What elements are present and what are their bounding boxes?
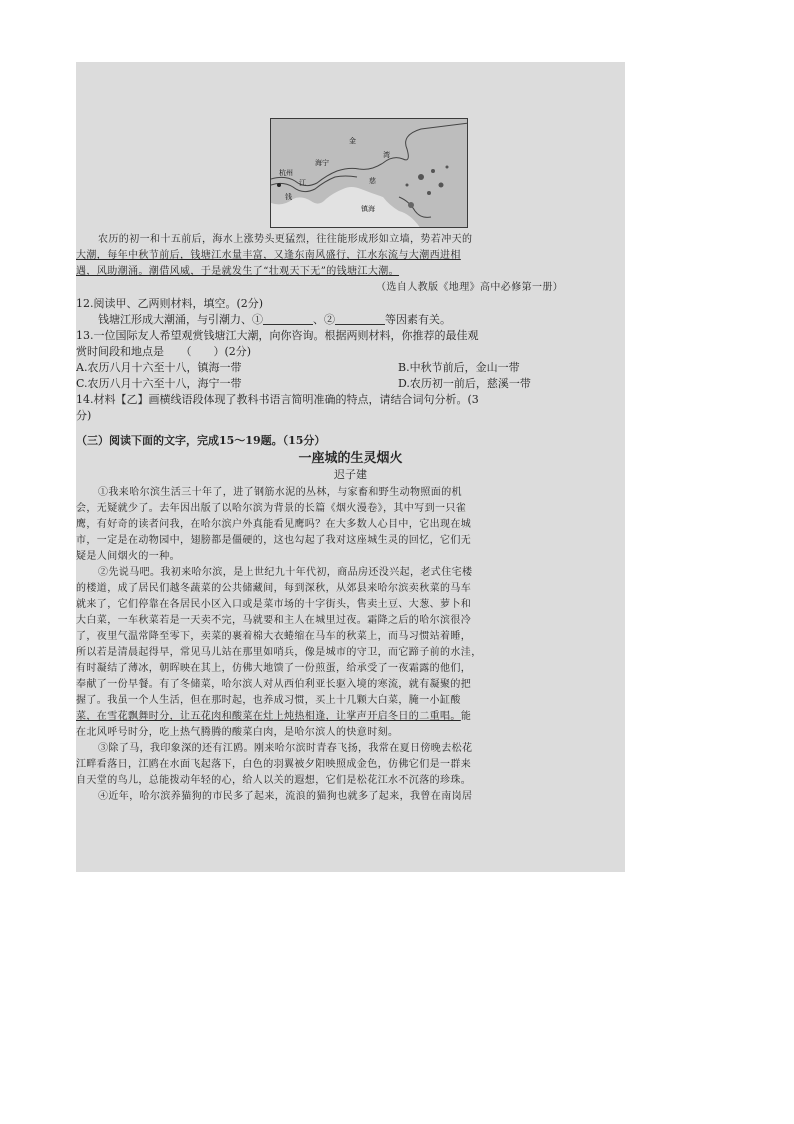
essay-line: 所以若是清晨起得早，常见马儿站在那里如哨兵，像是城市的守卫，而它蹄子前的水洼， — [76, 647, 482, 658]
essay-line-tail: 能 — [460, 711, 472, 722]
essay-line: 握了。我虽一个人生活，但在那时起，也养成习惯，买上十几颗大白菜，腌一小缸酸 — [76, 695, 461, 706]
material-b-underlined: 大潮，每年中秋节前后，钱塘江水量丰富，又逢东南风盛行，江水东流与大潮西进相 — [76, 250, 461, 261]
essay-line: 江畔看落日，江鸥在水面飞起落下，白色的羽翼被夕阳映照成金色，仿佛它们是一群来 — [76, 759, 472, 770]
option-c: C.农历八月十六至十八，海宁一带 — [76, 377, 242, 390]
q12-text-c: 等因素有关。 — [385, 313, 451, 326]
qiantang-river-map — [270, 118, 468, 228]
q12-blank-2[interactable] — [335, 314, 385, 325]
material-b-line — [76, 265, 399, 279]
question-12-fill — [76, 313, 451, 327]
essay-line: 大白菜，一车秋菜若是一天卖不完，马就要和主人在城里过夜。霜降之后的哈尔滨很冷 — [76, 615, 472, 626]
map-label-zhenhai: 镇海 — [361, 205, 375, 213]
essay-line: 市，一定是在动物园中，翅膀都是僵硬的，这也勾起了我对这座城生灵的回忆，它们无 — [76, 535, 472, 546]
essay-line: ①我来哈尔滨生活三十年了，进了钢筋水泥的丛林，与家畜和野生动物照面的机 — [98, 487, 462, 498]
question-14: 14.材料【乙】画横线语段体现了教科书语言简明准确的特点，请结合词句分析。(3 — [76, 393, 479, 406]
essay-line: 疑是人间烟火的一种。 — [76, 551, 180, 562]
option-d: D.农历初一前后，慈溪一带 — [398, 377, 531, 390]
material-b-line: 农历的初一和十五前后，海水上涨势头更猛烈，往往能形成形如立墙，势若冲天的 — [98, 234, 473, 245]
map-label-river-1: 江 — [299, 179, 306, 187]
question-13-cont: 赏时间段和地点是 （ ）(2分) — [76, 345, 252, 358]
essay-author: 迟子建 — [334, 468, 367, 481]
q12-text-b: 、② — [313, 313, 335, 326]
q12-text-a: 钱塘江形成大潮涌，与引潮力、① — [98, 313, 263, 326]
essay-line: 的楼道，成了居民们越冬蔬菜的公共储藏间，每到深秋，从郊县来哈尔滨卖秋菜的马车 — [76, 583, 472, 594]
map-label-bay: 湾 — [383, 151, 390, 159]
map-label-jinshan: 金 — [349, 137, 356, 145]
option-a: A.农历八月十六至十八，镇海一带 — [76, 361, 242, 374]
material-b-source: （选自人教版《地理》高中必修第一册） — [376, 282, 564, 293]
essay-line: 了，夜里气温常降至零下，卖菜的裹着棉大衣蜷缩在马车的秋菜上，而马习惯站着睡， — [76, 631, 472, 642]
essay-line: 在北风呼号时分，吃上热气腾腾的酸菜白肉，是哈尔滨人的快意时刻。 — [76, 727, 399, 738]
essay-line: 有时凝结了薄冰，朝晖映在其上，仿佛大地馈了一份煎蛋，给承受了一夜霜露的他们， — [76, 663, 472, 674]
section-heading: （三）阅读下面的文字，完成15～19题。（15分） — [76, 434, 326, 447]
q12-blank-1[interactable] — [263, 314, 313, 325]
question-14-cont: 分) — [76, 409, 92, 422]
essay-title: 一座城的生灵烟火 — [298, 451, 403, 466]
essay-line: 会，无疑就少了。去年因出版了以哈尔滨为背景的长篇《烟火漫卷》，其中写到一只雀 — [76, 503, 467, 514]
option-b: B.中秋节前后，金山一带 — [398, 361, 520, 374]
scanned-page — [76, 62, 625, 872]
essay-line: 就来了，它们停靠在各居民小区入口或是菜市场的十字街头，售卖土豆、大葱、萝卜和 — [76, 599, 472, 610]
essay-underlined-sentence: 菜，在雪花飘舞时分，让五花肉和酸菜在灶上炖热相逢，让掌声开启冬日的二重唱。 — [76, 711, 461, 722]
question-13: 13.一位国际友人希望观赏钱塘江大潮，向你咨询。根据两则材料，你推荐的最佳观 — [76, 329, 479, 342]
material-b-underlined: 遇，风助潮涌。潮借风威，于是就发生了“壮观天下无”的钱塘江大潮。 — [76, 266, 400, 277]
map-label-haining: 海宁 — [315, 159, 329, 167]
map-label-river-2: 钱 — [285, 193, 292, 201]
map-label-cixi: 慈 — [369, 177, 376, 185]
essay-line: 奉献了一份早餐。有了冬储菜，哈尔滨人对从西伯利亚长驱入境的寒流，就有凝聚的把 — [76, 679, 472, 690]
essay-line: ③除了马，我印象深的还有江鸥。刚来哈尔滨时青春飞扬，我常在夏日傍晚去松花 — [98, 743, 473, 754]
essay-line: 自天堂的鸟儿，总能拨动年轻的心，给人以关的遐想，它们是松花江水不沉落的珍珠。 — [76, 775, 472, 786]
question-12: 12.阅读甲、乙两则材料，填空。(2分) — [76, 297, 264, 310]
essay-line — [76, 710, 471, 724]
essay-line: ②先说马吧。我初来哈尔滨，是上世纪九十年代初，商品房还没兴起，老式住宅楼 — [98, 567, 473, 578]
map-label-hangzhou: 杭州 — [279, 169, 293, 177]
material-b-line — [76, 249, 461, 263]
essay-line: 鹰，有好奇的读者问我，在哈尔滨户外真能看见鹰吗？在大多数人心目中，它出现在城 — [76, 519, 472, 530]
essay-line: ④近年，哈尔滨养猫狗的市民多了起来，流浪的猫狗也就多了起来，我曾在南岗居 — [98, 791, 473, 802]
